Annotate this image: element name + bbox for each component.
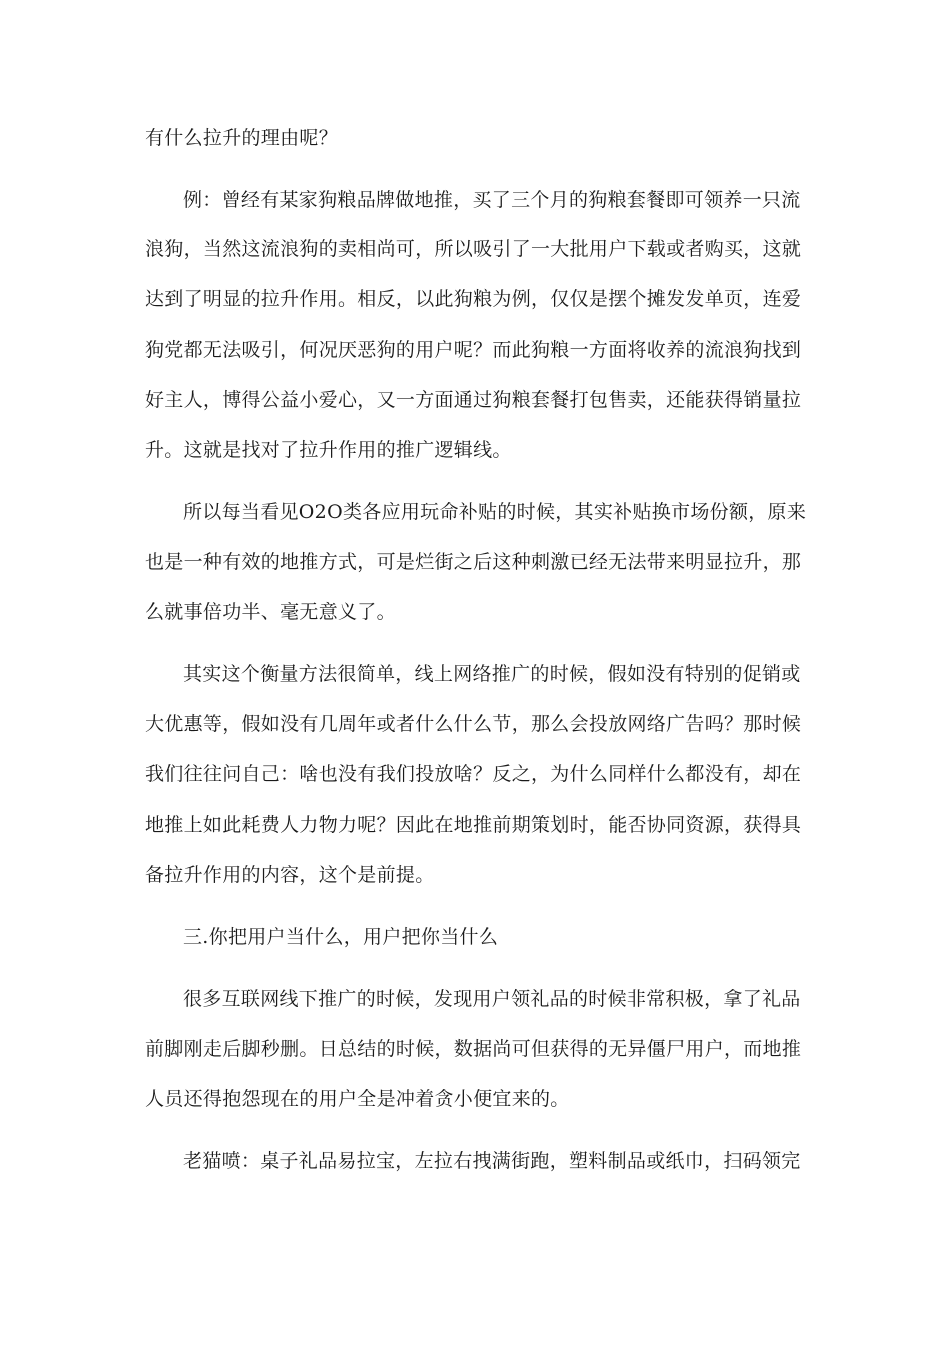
text-line: 么就事倍功半、毫无意义了。 bbox=[145, 601, 396, 623]
text-line: 地推上如此耗费人力物力呢？因此在地推前期策划时，能否协同资源，获得具 bbox=[145, 814, 802, 836]
text-line: 人员还得抱怨现在的用户全是冲着贪小便宜来的。 bbox=[145, 1088, 570, 1110]
text-line: 前脚刚走后脚秒删。日总结的时候，数据尚可但获得的无异僵尸用户，而地推 bbox=[145, 1038, 802, 1060]
text-line: 有什么拉升的理由呢？ bbox=[145, 127, 339, 149]
text-line: 狗党都无法吸引，何况厌恶狗的用户呢？而此狗粮一方面将收养的流浪狗找到 bbox=[145, 339, 802, 361]
text-line: 其实这个衡量方法很简单，线上网络推广的时候，假如没有特别的促销或 bbox=[183, 663, 801, 685]
text-line: 浪狗，当然这流浪狗的卖相尚可，所以吸引了一大批用户下载或者购买，这就 bbox=[145, 238, 802, 260]
text-line: 达到了明显的拉升作用。相反，以此狗粮为例，仅仅是摆个摊发发单页，连爱 bbox=[145, 288, 802, 310]
text-line: 例：曾经有某家狗粮品牌做地推，买了三个月的狗粮套餐即可领养一只流 bbox=[183, 189, 801, 211]
text-line: 大优惠等，假如没有几周年或者什么什么节，那么会投放网络广告吗？那时候 bbox=[145, 713, 802, 735]
text-line: 我们往往问自己：啥也没有我们投放啥？反之，为什么同样什么都没有，却在 bbox=[145, 763, 802, 785]
text-line: 所以每当看见O2O类各应用玩命补贴的时候，其实补贴换市场份额，原来 bbox=[183, 501, 807, 523]
text-line: 备拉升作用的内容，这个是前提。 bbox=[145, 864, 435, 886]
section-heading: 三.你把用户当什么，用户把你当什么 bbox=[183, 926, 499, 948]
text-line: 老猫喷：桌子礼品易拉宝，左拉右拽满街跑，塑料制品或纸巾，扫码领完 bbox=[183, 1150, 801, 1172]
text-line: 升。这就是找对了拉升作用的推广逻辑线。 bbox=[145, 439, 512, 461]
text-line: 也是一种有效的地推方式，可是烂街之后这种刺激已经无法带来明显拉升，那 bbox=[145, 551, 802, 573]
text-line: 好主人，博得公益小爱心，又一方面通过狗粮套餐打包售卖，还能获得销量拉 bbox=[145, 389, 802, 411]
text-line: 很多互联网线下推广的时候，发现用户领礼品的时候非常积极，拿了礼品 bbox=[183, 988, 801, 1010]
